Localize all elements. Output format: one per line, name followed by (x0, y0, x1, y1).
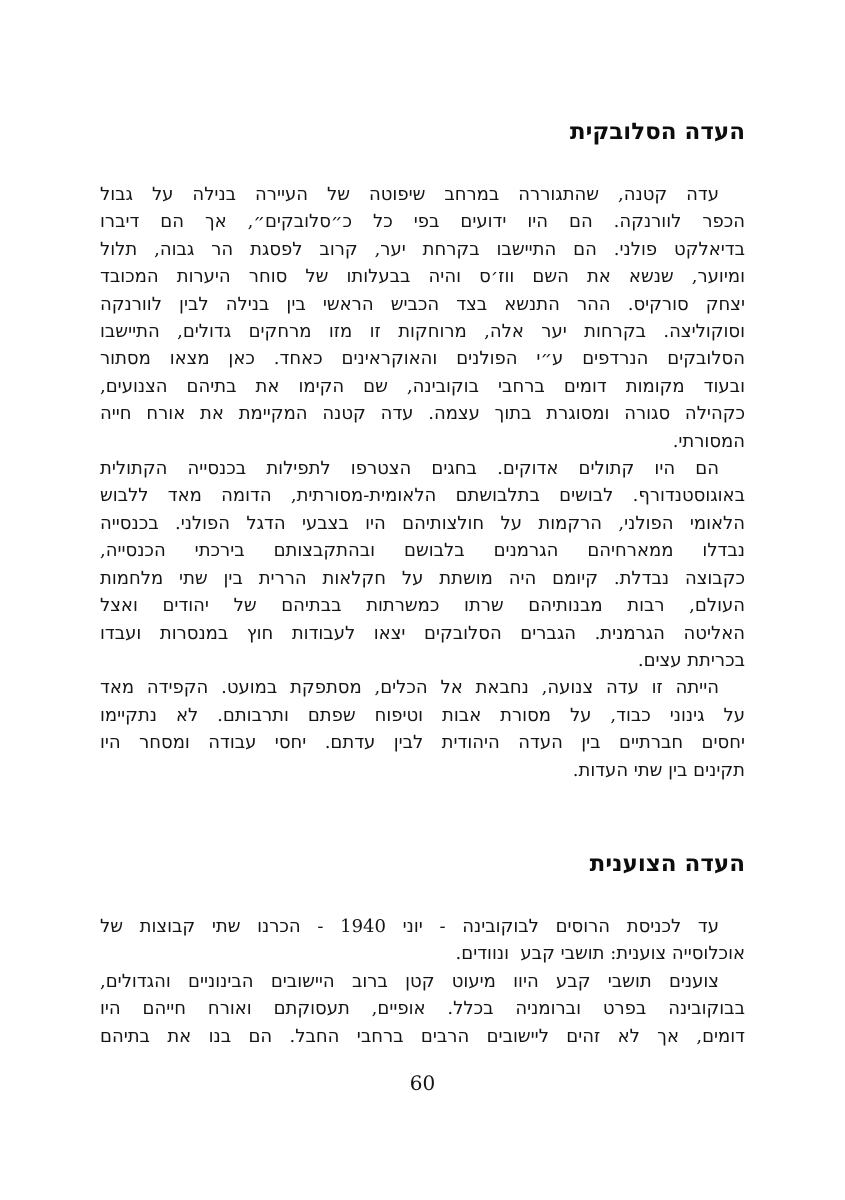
text-line: הלאומי הפולני, הרקמות על חולצותיהם היו בצבעי הדגל הפולני. בכנסייה (100, 512, 745, 534)
text-line: צוענים תושבי קבע היוו מיעוט קטן ברוב היישובים הבינוניים והגדולים, (100, 970, 719, 992)
text-line: בבוקובינה בפרט וברומניה בכלל. אופיים, תעסוקתם ואורח חייהם היו (100, 998, 745, 1020)
text-line: נבדלו ממארחיהם הגרמנים בלבושם ובהתקבצותם בירכתי הכנסייה, (100, 540, 745, 562)
text-line: המסורתי. (672, 430, 745, 452)
text-line: בדיאלקט פולני. הם התיישבו בקרחת יער, קרוב לפסגת הר גבוה, תלול (100, 238, 745, 260)
paragraph (100, 913, 745, 968)
text-line: הם היו קתולים אדוקים. בחגים הצטרפו לתפילות בכנסייה הקתולית (100, 458, 719, 480)
paragraph (100, 968, 745, 1050)
section (100, 116, 745, 784)
text-line: אוכלוסייה צוענית: תושבי קבע ונוודים. (455, 943, 745, 965)
text-line: הסלובקים הנרדפים ע״י הפולנים והאוקראינים כאחד. כאן מצאו מסתור (100, 348, 745, 370)
text-line: עד לכניסת הרוסים לבוקובינה - יוני 1940 - הכרנו שתי קבוצות של (100, 915, 720, 937)
document-body (100, 116, 745, 1050)
text-line: בכריתת עצים. (637, 649, 745, 671)
text-line: וסוקוליצה. בקרחות יער אלה, מרוחקות זו מזו מרחקים גדולים, התיישבו (100, 321, 745, 343)
section (100, 848, 745, 1050)
section-heading: העדה הסלובקית (569, 119, 745, 145)
text-line: ומיוער, שנשא את השם ווז׳ס והיה בבעלותו של סוחר היערות המכובד (100, 266, 745, 288)
text-line: יחסים חברתיים בין העדה היהודית לבין עדתם. יחסי עבודה ומסחר היו (100, 732, 745, 754)
paragraph (100, 181, 745, 455)
text-line: האליטה הגרמנית. הגברים הסלובקים יצאו לעבודות חוץ במנסרות ועבדו (100, 622, 745, 644)
text-line: ובעוד מקומות דומים ברחבי בוקובינה, שם הקימו את בתיהם הצנועים, (100, 375, 745, 397)
text-line: כקהילה סגורה ומסוגרת בתוך עצמה. עדה קטנה המקיימת את אורח חייה (100, 403, 745, 425)
section-heading: העדה הצוענית (589, 850, 745, 877)
text-line: כקבוצה נבדלת. קיומם היה מושתת על חקלאות הררית בין שתי מלחמות (100, 567, 745, 589)
text-line: יצחק סורקיס. ההר התנשא בצד הכביש הראשי בין בנילה לבין לוורנקה (100, 293, 745, 315)
paragraph (100, 455, 745, 674)
paragraph (100, 674, 745, 784)
text-line: תקינים בין שתי העדות. (572, 759, 745, 781)
page-number: 60 (409, 1071, 436, 1095)
text-line: הייתה זו עדה צנועה, נחבאת אל הכלים, מסתפקת במועט. הקפידה מאד (100, 677, 719, 699)
text-line: עדה קטנה, שהתגוררה במרחב שיפוטה של העיירה בנילה על גבול (100, 184, 719, 205)
text-line: העולם, רבות מבנותיהם שרתו כמשרתות בבתיהם של יהודים ואצל (100, 595, 745, 617)
text-line: על גינוני כבוד, על מסורת אבות וטיפוח שפתם ותרבותם. לא נתקיימו (100, 704, 745, 726)
text-line: דומים, אך לא זהים ליישובים הרבים ברחבי החבל. הם בנו את בתיהם (100, 1025, 745, 1047)
text-line: באוגוסטנדורף. לבושים בתלבושתם הלאומית-מסורתית, הדומה מאד ללבוש (100, 485, 745, 507)
text-line: הכפר לוורנקה. הם היו ידועים בפי כל כ״סלובקים״, אך הם דיברו (100, 211, 745, 233)
